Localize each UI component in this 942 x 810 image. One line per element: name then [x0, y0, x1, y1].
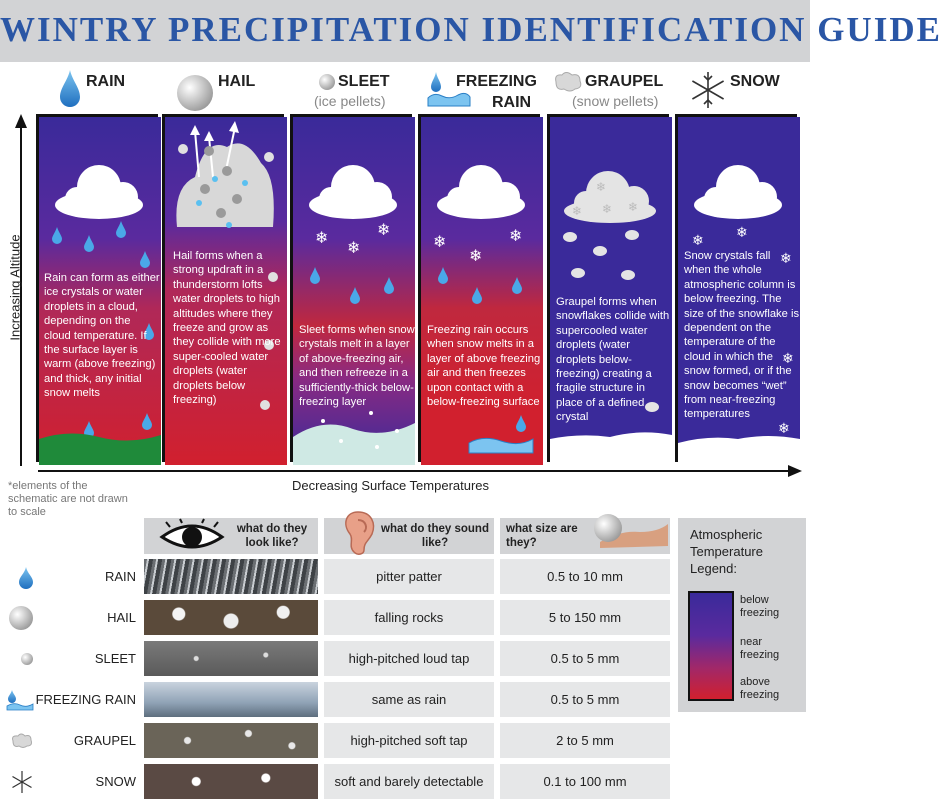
header-sound — [324, 518, 494, 554]
row-size: 0.5 to 5 mm — [500, 641, 670, 676]
panel-text-freezing-rain: Freezing rain occurs when snow melts in a layer of above freezing air and then freezes upon contact with a below-freezing surface — [427, 324, 541, 409]
page-title: WINTRY PRECIPITATION IDENTIFICATION GUIDE — [0, 10, 942, 49]
panel-text-rain: Rain can form as either ice crystals or water droplets in a cloud, depending on the cloud temperature. If the surface layer is warm (above freezing) and thick, any initial snow melts — [44, 272, 160, 400]
header-look-text: what do they look like? — [236, 523, 308, 549]
snowflake-icon — [688, 70, 728, 110]
panel-text-sleet: Sleet forms when snow crystals melt in a layer of above-freezing air, and then refreeze in a sufficiently-thick below-freezing layer — [299, 324, 415, 409]
panel-text-hail: Hail forms when a strong updraft in a thunderstorm lofts water droplets to high altitudes where they freeze and grow as they collide with more super-cooled water droplets (water droplets below freezing) — [173, 250, 281, 407]
row-photo — [144, 764, 318, 799]
row-label: SLEET — [94, 651, 136, 666]
row-size: 0.5 to 5 mm — [500, 682, 670, 717]
svg-text:❄: ❄ — [347, 238, 361, 257]
svg-text:❄: ❄ — [692, 233, 704, 249]
legend-title: Atmospheric Temperature Legend: — [690, 527, 763, 576]
panel-sleet — [290, 114, 415, 462]
panel-graupel — [547, 114, 669, 462]
panel-hail — [162, 114, 284, 462]
panel-freezing-rain — [418, 114, 540, 462]
header-look — [144, 518, 318, 554]
scale-note: *elements of the schematic are not drawn to scale — [8, 480, 128, 518]
row-photo — [144, 641, 318, 676]
panel-snow — [675, 114, 800, 462]
sleet-pellet-icon — [318, 73, 336, 91]
type-sub-sleet: (ice pellets) — [314, 93, 386, 109]
row-size: 0.5 to 10 mm — [500, 559, 670, 594]
svg-text:❄: ❄ — [628, 200, 639, 214]
svg-text:❄: ❄ — [602, 202, 613, 216]
type-name-hail: HAIL — [218, 73, 256, 90]
row-sound: same as rain — [324, 682, 494, 717]
hand-holding-hailstone-icon — [580, 502, 670, 550]
type-name-snow: SNOW — [730, 73, 780, 90]
row-size: 0.1 to 100 mm — [500, 764, 670, 799]
row-photo — [144, 600, 318, 635]
type-name-rain: RAIN — [86, 73, 126, 90]
row-label: SNOW — [95, 774, 136, 789]
hailstone-icon — [176, 74, 214, 112]
svg-text:❄: ❄ — [782, 351, 794, 367]
row-photo — [144, 559, 318, 594]
svg-text:❄: ❄ — [315, 228, 329, 247]
row-photo — [144, 682, 318, 717]
svg-text:❄: ❄ — [469, 246, 483, 265]
svg-text:❄: ❄ — [778, 421, 790, 437]
row-sound: soft and barely detectable — [324, 764, 494, 799]
header-sound-text: what do they sound like? — [381, 523, 489, 549]
row-sound: high-pitched loud tap — [324, 641, 494, 676]
row-label: GRAUPEL — [73, 733, 136, 748]
x-axis-label: Decreasing Surface Temperatures — [292, 478, 490, 493]
panel-text-snow: Snow crystals fall when the whole atmospheric column is below freezing. The size of the snowflake is dependent on the temperature of the cloud in which the snow formed, or if the snow becomes “wet” from near-freezing temperatures — [684, 250, 800, 421]
temperature-axis-arrow — [36, 464, 804, 478]
type-name-graupel: GRAUPEL — [585, 73, 664, 90]
svg-text:❄: ❄ — [377, 220, 391, 239]
svg-text:❄: ❄ — [596, 180, 607, 194]
type-sub-graupel: (snow pellets) — [572, 93, 659, 109]
type-name-sleet: SLEET — [338, 73, 390, 90]
legend-above: above freezing — [740, 676, 780, 701]
header-size — [500, 518, 670, 554]
svg-text:❄: ❄ — [509, 226, 523, 245]
raindrop-icon — [58, 68, 82, 110]
svg-text:❄: ❄ — [433, 232, 447, 251]
row-label: HAIL — [107, 610, 136, 625]
legend-below: below freezing — [740, 594, 780, 619]
row-label: FREEZING RAIN — [35, 692, 136, 707]
row-photo — [144, 723, 318, 758]
row-size: 2 to 5 mm — [500, 723, 670, 758]
ear-icon — [338, 510, 378, 556]
row-sound: pitter patter — [324, 559, 494, 594]
row-size: 5 to 150 mm — [500, 600, 670, 635]
type-name-freezing: FREEZING — [456, 73, 537, 90]
y-axis-label: Increasing Altitude — [7, 234, 23, 341]
panel-text-graupel: Graupel forms when snowflakes collide with supercooled water droplets (water droplets below-freezing) creating a fragile structure in place of a defined crystal — [556, 296, 670, 424]
type-name-freezing-rain: RAIN — [492, 94, 532, 111]
row-sound: falling rocks — [324, 600, 494, 635]
header-size-text: what size are they? — [506, 523, 578, 549]
eye-icon — [160, 521, 224, 551]
svg-text:❄: ❄ — [736, 225, 748, 241]
row-label: RAIN — [104, 569, 136, 584]
legend-near: near freezing — [740, 636, 780, 661]
svg-text:❄: ❄ — [572, 204, 583, 218]
legend-gradient-bar — [688, 591, 734, 701]
svg-text:❄: ❄ — [780, 251, 792, 267]
row-sound: high-pitched soft tap — [324, 723, 494, 758]
panel-rain — [36, 114, 158, 462]
graupel-icon — [552, 70, 584, 94]
